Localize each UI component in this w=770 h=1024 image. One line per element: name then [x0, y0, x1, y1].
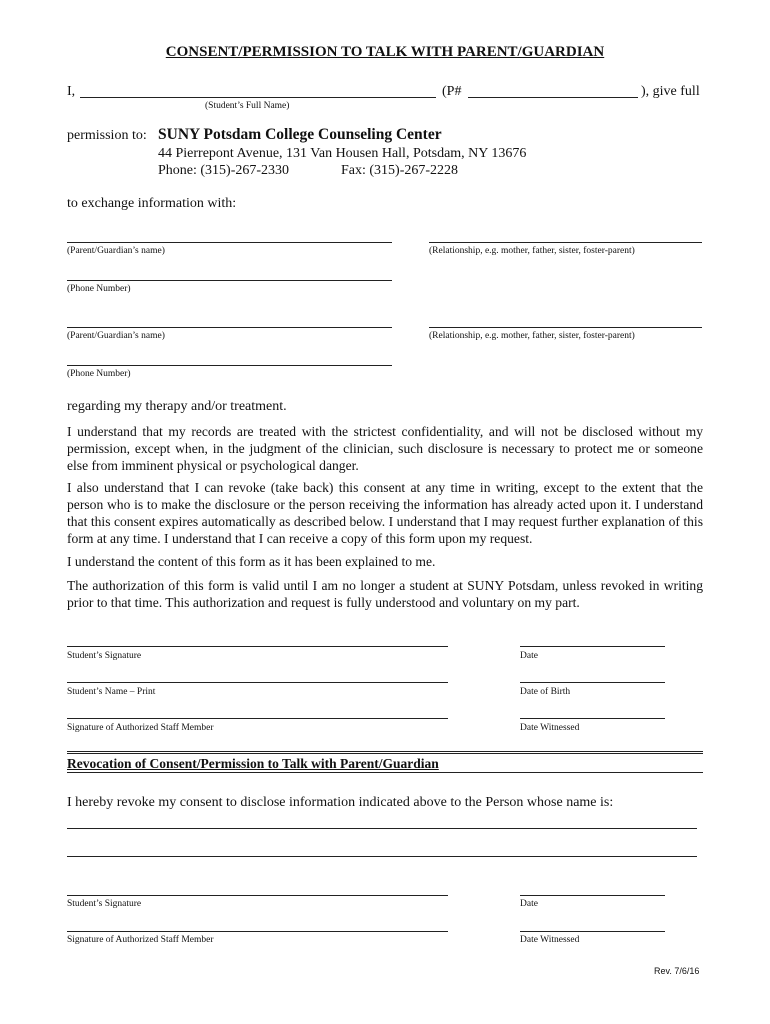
- revocation-heading-rule: [67, 772, 703, 773]
- guardian-2-name-field[interactable]: [67, 327, 392, 328]
- form-title: CONSENT/PERMISSION TO TALK WITH PARENT/GUARDIAN: [165, 44, 605, 60]
- revocation-student-signature-field[interactable]: [67, 895, 448, 896]
- revocation-date-caption: Date: [520, 899, 538, 909]
- student-name-print-caption: Student’s Name – Print: [67, 687, 156, 697]
- date-field[interactable]: [520, 646, 665, 647]
- revocation-date-field[interactable]: [520, 895, 665, 896]
- i-label: I,: [67, 84, 76, 99]
- date-of-birth-field[interactable]: [520, 682, 665, 683]
- confidentiality-paragraph: I understand that my records are treated with the strictest confidentiality, and will not be disclosed without my permission, except when, in the judgment of the clinician, such disclosure is necessary to protect me or someone else from imminent physical or psychological danger.: [67, 424, 703, 473]
- guardian-1-phone-caption: (Phone Number): [67, 284, 131, 294]
- revocation-staff-signature-caption: Signature of Authorized Staff Member: [67, 935, 214, 945]
- revocation-date-witnessed-field[interactable]: [520, 931, 665, 932]
- understand-paragraph: I understand the content of this form as it has been explained to me.: [67, 554, 436, 569]
- guardian-2-relationship-field[interactable]: [429, 327, 702, 328]
- org-fax: Fax: (315)-267-2228: [341, 163, 459, 178]
- date-of-birth-caption: Date of Birth: [520, 687, 571, 697]
- date-caption: Date: [520, 651, 538, 661]
- authorization-paragraph: The authorization of this form is valid until I am no longer a student at SUNY Potsdam, unless revoked in writing prior to that time. This authorization and request is fully understood and voluntary on my part.: [67, 578, 703, 610]
- guardian-1-phone-field[interactable]: [67, 280, 392, 281]
- permission-label: permission to:: [67, 128, 147, 143]
- student-signature-field[interactable]: [67, 646, 448, 647]
- org-address: 44 Pierrepont Avenue, 131 Van Housen Hall, Potsdam, NY 13676: [158, 146, 527, 161]
- revocation-divider-top: [67, 751, 703, 752]
- guardian-1-relationship-caption: (Relationship, e.g. mother, father, sister, foster-parent): [429, 246, 635, 256]
- staff-signature-caption: Signature of Authorized Staff Member: [67, 723, 214, 733]
- revocation-student-signature-caption: Student’s Signature: [67, 899, 142, 909]
- regarding-text: regarding my therapy and/or treatment.: [67, 399, 287, 414]
- guardian-1-relationship-field[interactable]: [429, 242, 702, 243]
- exchange-label: to exchange information with:: [67, 196, 237, 211]
- guardian-2-phone-field[interactable]: [67, 365, 392, 366]
- p-number-field[interactable]: [468, 97, 638, 98]
- staff-signature-field[interactable]: [67, 718, 448, 719]
- student-full-name-caption: (Student’s Full Name): [205, 101, 290, 111]
- revision-number: Rev. 7/6/16: [654, 966, 700, 976]
- student-signature-caption: Student’s Signature: [67, 651, 142, 661]
- guardian-2-phone-caption: (Phone Number): [67, 369, 131, 379]
- org-name: SUNY Potsdam College Counseling Center: [158, 126, 442, 143]
- revocation-heading: Revocation of Consent/Permission to Talk with Parent/Guardian: [67, 756, 439, 771]
- revoke-paragraph: I also understand that I can revoke (take back) this consent at any time in writing, except to the extent that the person who is to make the disclosure or the person receiving the information has already acted upon it. I understand that this consent expires automatically as described below. I understand that I may request further explanation of this form at any time. I understand that I can receive a copy of this form upon my request.: [67, 480, 703, 546]
- guardian-2-name-caption: (Parent/Guardian’s name): [67, 331, 165, 341]
- revocation-staff-signature-field[interactable]: [67, 931, 448, 932]
- revocation-divider-bottom: [67, 753, 703, 754]
- revocation-statement: I hereby revoke my consent to disclose information indicated above to the Person whose name is:: [67, 795, 614, 810]
- guardian-1-name-caption: (Parent/Guardian’s name): [67, 246, 165, 256]
- revocation-date-witnessed-caption: Date Witnessed: [520, 935, 580, 945]
- give-full-label: ), give full: [641, 84, 700, 99]
- student-full-name-field[interactable]: [80, 97, 436, 98]
- guardian-2-relationship-caption: (Relationship, e.g. mother, father, sister, foster-parent): [429, 331, 635, 341]
- org-phone: Phone: (315)-267-2330: [158, 163, 290, 178]
- date-witnessed-caption: Date Witnessed: [520, 723, 580, 733]
- p-number-label: (P#: [442, 84, 462, 99]
- guardian-1-name-field[interactable]: [67, 242, 392, 243]
- date-witnessed-field[interactable]: [520, 718, 665, 719]
- revocation-person-field-2[interactable]: [67, 856, 697, 857]
- student-name-print-field[interactable]: [67, 682, 448, 683]
- revocation-person-field-1[interactable]: [67, 828, 697, 829]
